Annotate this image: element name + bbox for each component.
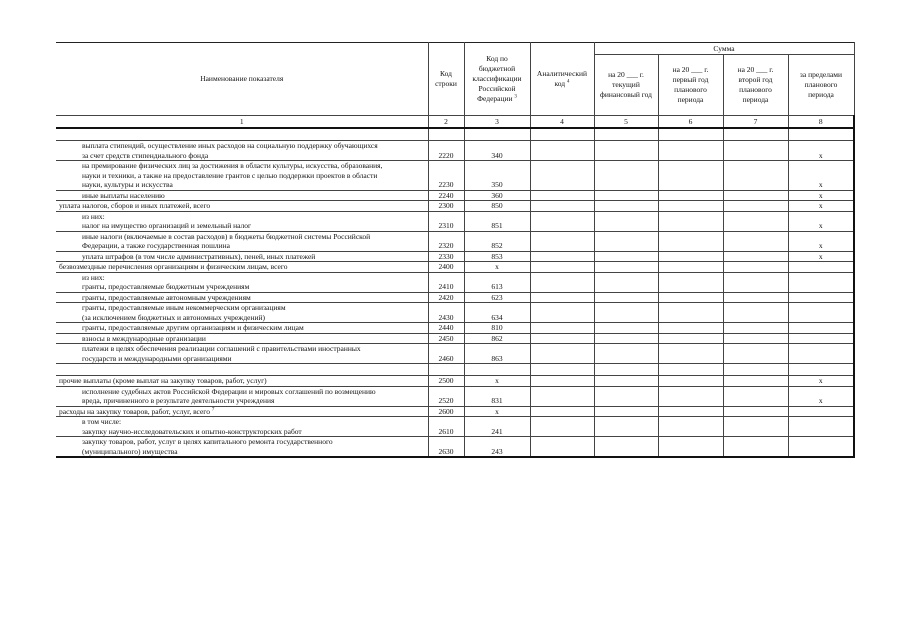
- sum-first-plan-year: [658, 190, 723, 201]
- budget-class-code: 851: [464, 211, 530, 231]
- sum-beyond-plan: x: [788, 251, 854, 262]
- sum-current-year: [594, 333, 658, 344]
- budget-class-code: 852: [464, 231, 530, 251]
- row-name: на премирование физических лиц за достижения в области культуры, искусства, образования, науки и техники, а также на предоставление грантов с целью поддержки проектов в области науки, культуры и искусства: [56, 161, 428, 191]
- budget-class-code: 613: [464, 272, 530, 292]
- table-row: [56, 303, 854, 323]
- sum-second-plan-year: [723, 272, 788, 292]
- analytic-code-cell: [530, 344, 594, 364]
- sum-second-plan-year: [723, 406, 788, 417]
- row-code: 2410: [428, 272, 464, 292]
- sum-current-year: [594, 141, 658, 161]
- column-number: 3: [464, 116, 530, 129]
- row-code: 2420: [428, 292, 464, 303]
- row-code: 2240: [428, 190, 464, 201]
- header-budget-code: Код по бюджетной классификации Российской Федерации $^3$: [464, 43, 530, 116]
- sum-current-year: [594, 128, 658, 141]
- sum-current-year: [594, 262, 658, 273]
- sum-first-plan-year: [658, 333, 723, 344]
- row-name: безвозмездные перечисления организациям и физическим лицам, всего: [56, 262, 428, 273]
- sum-beyond-plan: [788, 303, 854, 323]
- table-row: [56, 161, 854, 191]
- sum-first-plan-year: [658, 437, 723, 458]
- table-row: [56, 211, 854, 231]
- sum-second-plan-year: [723, 376, 788, 387]
- analytic-code-cell: [530, 251, 594, 262]
- table-body: [56, 128, 854, 457]
- row-code: 2230: [428, 161, 464, 191]
- table-row: [56, 406, 854, 417]
- sum-first-plan-year: [658, 128, 723, 141]
- row-code: 2630: [428, 437, 464, 458]
- row-code: 2610: [428, 417, 464, 437]
- column-number: 4: [530, 116, 594, 129]
- table-row: [56, 386, 854, 406]
- analytic-code-cell: [530, 303, 594, 323]
- header-sum: Сумма: [594, 43, 854, 55]
- sum-second-plan-year: [723, 323, 788, 334]
- analytic-code-cell: [530, 201, 594, 212]
- table-row: [56, 333, 854, 344]
- sum-first-plan-year: [658, 201, 723, 212]
- sum-current-year: [594, 231, 658, 251]
- row-code: 2330: [428, 251, 464, 262]
- sum-first-plan-year: [658, 161, 723, 191]
- table-row: [56, 251, 854, 262]
- sum-second-plan-year: [723, 231, 788, 251]
- sum-second-plan-year: [723, 417, 788, 437]
- sum-current-year: [594, 406, 658, 417]
- budget-class-code: 623: [464, 292, 530, 303]
- analytic-code-cell: [530, 376, 594, 387]
- row-name: уплата налогов, сборов и иных платежей, всего: [56, 201, 428, 212]
- column-number: 7: [723, 116, 788, 129]
- sum-beyond-plan: [788, 417, 854, 437]
- table-row: [56, 417, 854, 437]
- budget-class-code: x: [464, 376, 530, 387]
- budget-class-code: 243: [464, 437, 530, 458]
- sum-beyond-plan: x: [788, 386, 854, 406]
- sum-second-plan-year: [723, 201, 788, 212]
- sum-second-plan-year: [723, 190, 788, 201]
- column-number: 5: [594, 116, 658, 129]
- budget-class-code: x: [464, 262, 530, 273]
- sum-current-year: [594, 201, 658, 212]
- sum-second-plan-year: [723, 386, 788, 406]
- sum-beyond-plan: [788, 262, 854, 273]
- header-col5: на 20 ___ г. текущий финансовый год: [594, 55, 658, 116]
- budget-class-code: [464, 364, 530, 376]
- column-numbers-row: [56, 116, 854, 129]
- sum-second-plan-year: [723, 292, 788, 303]
- row-name: взносы в международные организации: [56, 333, 428, 344]
- row-code: 2520: [428, 386, 464, 406]
- sum-beyond-plan: [788, 406, 854, 417]
- sum-first-plan-year: [658, 376, 723, 387]
- sum-beyond-plan: [788, 364, 854, 376]
- budget-class-code: 831: [464, 386, 530, 406]
- analytic-code-cell: [530, 141, 594, 161]
- row-code: 2600: [428, 406, 464, 417]
- row-code: 2300: [428, 201, 464, 212]
- row-name: из них: гранты, предоставляемые бюджетным учреждениям: [56, 272, 428, 292]
- sum-second-plan-year: [723, 437, 788, 458]
- sum-beyond-plan: [788, 292, 854, 303]
- analytic-code-cell: [530, 364, 594, 376]
- table-row: [56, 190, 854, 201]
- analytic-code-cell: [530, 333, 594, 344]
- table-row: [56, 262, 854, 273]
- sum-first-plan-year: [658, 417, 723, 437]
- sum-first-plan-year: [658, 272, 723, 292]
- header-col7: на 20 ___ г. второй год планового периода: [723, 55, 788, 116]
- budget-class-code: 360: [464, 190, 530, 201]
- row-name: [56, 128, 428, 141]
- sum-first-plan-year: [658, 406, 723, 417]
- analytic-code-cell: [530, 323, 594, 334]
- column-number: 1: [56, 116, 428, 129]
- analytic-code-cell: [530, 231, 594, 251]
- sum-beyond-plan: [788, 128, 854, 141]
- sum-current-year: [594, 251, 658, 262]
- row-name: гранты, предоставляемые автономным учреждениям: [56, 292, 428, 303]
- row-name: исполнение судебных актов Российской Федерации и мировых соглашений по возмещению вреда, причиненного в результате деятельности учреждения: [56, 386, 428, 406]
- row-code: 2310: [428, 211, 464, 231]
- row-name: гранты, предоставляемые иным некоммерческим организациям (за исключением бюджетных и автономных учреждений): [56, 303, 428, 323]
- row-code: [428, 128, 464, 141]
- sum-beyond-plan: x: [788, 376, 854, 387]
- sum-current-year: [594, 417, 658, 437]
- sum-beyond-plan: x: [788, 211, 854, 231]
- row-name: иные выплаты населению: [56, 190, 428, 201]
- budget-class-code: 634: [464, 303, 530, 323]
- sum-beyond-plan: x: [788, 231, 854, 251]
- analytic-code-cell: [530, 262, 594, 273]
- sum-beyond-plan: [788, 333, 854, 344]
- row-name: гранты, предоставляемые другим организациям и физическим лицам: [56, 323, 428, 334]
- analytic-code-cell: [530, 190, 594, 201]
- sum-current-year: [594, 344, 658, 364]
- header-row-code: Код строки: [428, 43, 464, 116]
- analytic-code-cell: [530, 211, 594, 231]
- column-number: 2: [428, 116, 464, 129]
- sum-first-plan-year: [658, 262, 723, 273]
- analytic-code-cell: [530, 406, 594, 417]
- analytic-code-cell: [530, 417, 594, 437]
- sum-current-year: [594, 376, 658, 387]
- table-row: [56, 231, 854, 251]
- budget-class-code: 241: [464, 417, 530, 437]
- row-code: [428, 364, 464, 376]
- sum-first-plan-year: [658, 303, 723, 323]
- sum-beyond-plan: x: [788, 161, 854, 191]
- header-name: Наименование показателя: [56, 43, 428, 116]
- sum-beyond-plan: [788, 272, 854, 292]
- budget-class-code: 862: [464, 333, 530, 344]
- row-code: 2450: [428, 333, 464, 344]
- analytic-code-cell: [530, 128, 594, 141]
- sum-beyond-plan: x: [788, 201, 854, 212]
- table-row: [56, 323, 854, 334]
- sum-beyond-plan: [788, 437, 854, 458]
- column-number: 8: [788, 116, 854, 129]
- sum-current-year: [594, 190, 658, 201]
- form-sheet: [56, 42, 854, 458]
- sum-beyond-plan: [788, 344, 854, 364]
- sum-second-plan-year: [723, 141, 788, 161]
- analytic-code-cell: [530, 292, 594, 303]
- budget-class-code: 850: [464, 201, 530, 212]
- sum-current-year: [594, 364, 658, 376]
- sum-first-plan-year: [658, 323, 723, 334]
- sum-second-plan-year: [723, 161, 788, 191]
- row-name: уплата штрафов (в том числе административных), пеней, иных платежей: [56, 251, 428, 262]
- budget-table: [56, 42, 855, 458]
- budget-class-code: 810: [464, 323, 530, 334]
- header-col8: за пределами планового периода: [788, 55, 854, 116]
- header-analytic-code: Аналитический код $^4$: [530, 43, 594, 116]
- row-code: 2400: [428, 262, 464, 273]
- sum-first-plan-year: [658, 251, 723, 262]
- row-code: 2220: [428, 141, 464, 161]
- sum-current-year: [594, 386, 658, 406]
- sum-second-plan-year: [723, 211, 788, 231]
- sum-second-plan-year: [723, 128, 788, 141]
- sum-current-year: [594, 272, 658, 292]
- header-col6: на 20 ___ г. первый год планового периода: [658, 55, 723, 116]
- table-row: [56, 128, 854, 141]
- sum-current-year: [594, 292, 658, 303]
- row-code: 2430: [428, 303, 464, 323]
- analytic-code-cell: [530, 386, 594, 406]
- budget-class-code: 863: [464, 344, 530, 364]
- analytic-code-cell: [530, 161, 594, 191]
- budget-class-code: x: [464, 406, 530, 417]
- sum-current-year: [594, 211, 658, 231]
- table-row: [56, 292, 854, 303]
- analytic-code-cell: [530, 272, 594, 292]
- row-code: 2460: [428, 344, 464, 364]
- sum-second-plan-year: [723, 262, 788, 273]
- table-row: [56, 437, 854, 458]
- budget-class-code: 350: [464, 161, 530, 191]
- sum-current-year: [594, 303, 658, 323]
- row-name: иные налоги (включаемые в состав расходов) в бюджеты бюджетной системы Российской Федерации, а также государственная пошлина: [56, 231, 428, 251]
- sum-second-plan-year: [723, 251, 788, 262]
- row-code: 2500: [428, 376, 464, 387]
- sum-current-year: [594, 437, 658, 458]
- row-code: 2320: [428, 231, 464, 251]
- analytic-code-cell: [530, 437, 594, 458]
- row-name: в том числе: закупку научно-исследовательских и опытно-конструкторских работ: [56, 417, 428, 437]
- sum-current-year: [594, 161, 658, 191]
- budget-class-code: 340: [464, 141, 530, 161]
- row-name: платежи в целях обеспечения реализации соглашений с правительствами иностранных государств и международными организациями: [56, 344, 428, 364]
- sum-second-plan-year: [723, 344, 788, 364]
- budget-class-code: [464, 128, 530, 141]
- table-row: [56, 364, 854, 376]
- row-name: [56, 364, 428, 376]
- row-name: из них: налог на имущество организаций и земельный налог: [56, 211, 428, 231]
- row-name: расходы на закупку товаров, работ, услуг, всего $^7$: [56, 406, 428, 417]
- budget-class-code: 853: [464, 251, 530, 262]
- sum-first-plan-year: [658, 292, 723, 303]
- table-row: [56, 272, 854, 292]
- table-row: [56, 376, 854, 387]
- table-row: [56, 201, 854, 212]
- sum-second-plan-year: [723, 303, 788, 323]
- table-header: [56, 43, 854, 129]
- sum-beyond-plan: x: [788, 141, 854, 161]
- sum-current-year: [594, 323, 658, 334]
- sum-first-plan-year: [658, 141, 723, 161]
- sum-first-plan-year: [658, 344, 723, 364]
- table-row: [56, 344, 854, 364]
- sum-beyond-plan: x: [788, 190, 854, 201]
- row-code: 2440: [428, 323, 464, 334]
- sum-first-plan-year: [658, 364, 723, 376]
- sum-first-plan-year: [658, 211, 723, 231]
- sum-second-plan-year: [723, 333, 788, 344]
- row-name: закупку товаров, работ, услуг в целях капитального ремонта государственного (муниципального) имущества: [56, 437, 428, 458]
- sum-first-plan-year: [658, 386, 723, 406]
- sum-first-plan-year: [658, 231, 723, 251]
- sum-beyond-plan: [788, 323, 854, 334]
- column-number: 6: [658, 116, 723, 129]
- row-name: прочие выплаты (кроме выплат на закупку товаров, работ, услуг): [56, 376, 428, 387]
- table-row: [56, 141, 854, 161]
- row-name: выплата стипендий, осуществление иных расходов на социальную поддержку обучающихся за счет средств стипендиального фонда: [56, 141, 428, 161]
- sum-second-plan-year: [723, 364, 788, 376]
